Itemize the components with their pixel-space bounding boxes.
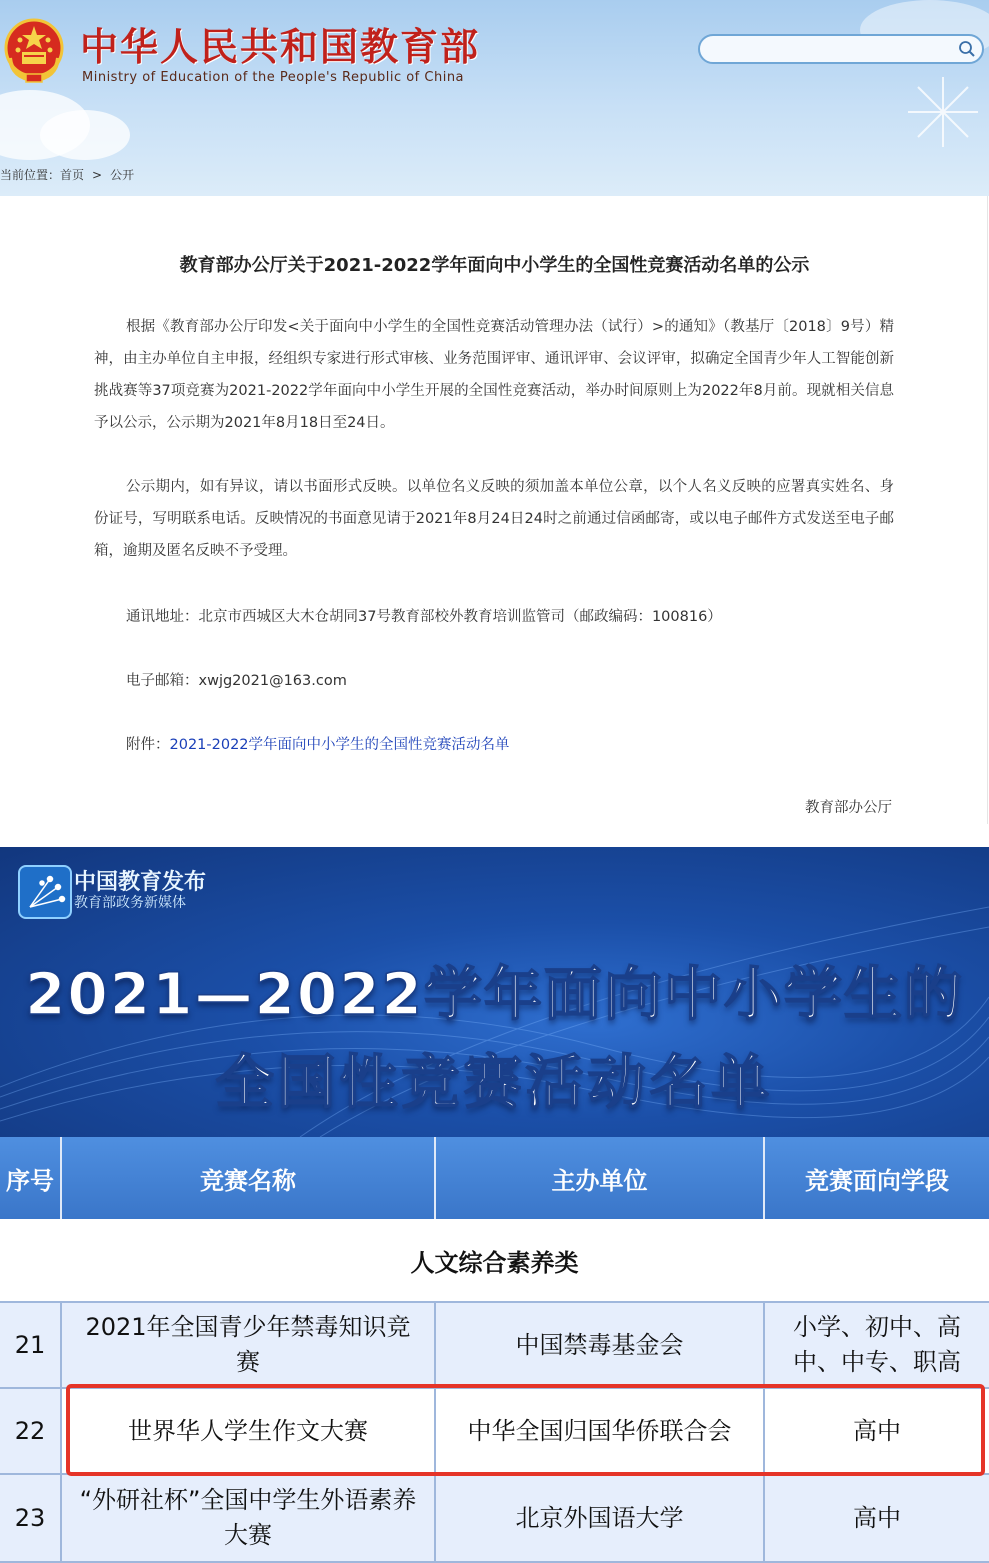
breadcrumb: [0, 166, 142, 183]
search-icon[interactable]: [958, 40, 976, 58]
article-title: 教育部办公厅关于2021-2022学年面向中小学生的全国性竞赛活动名单的公示: [179, 255, 810, 276]
logo-icon: [18, 865, 72, 919]
table-header: 竞赛名称: [62, 1137, 436, 1219]
mailing-address: 通讯地址：北京市西城区大木仓胡同37号教育部校外教育培训监管司（邮政编码：100816）: [126, 609, 722, 625]
article-signoff: 教育部办公厅: [805, 800, 892, 816]
national-emblem-icon[interactable]: [4, 18, 64, 84]
category-row: 人文综合素养类: [0, 1219, 989, 1303]
table-header: 竞赛面向学段: [765, 1137, 989, 1219]
table-cell-name: 2021年全国青少年禁毒知识竞赛: [62, 1303, 436, 1389]
table-cell-level: 小学、初中、高中、中专、职高: [765, 1303, 989, 1389]
breadcrumb-home[interactable]: 首页: [60, 168, 85, 182]
table-cell-level: 高中: [765, 1389, 989, 1475]
cloud-decoration: [40, 110, 130, 160]
site-title[interactable]: 中华人民共和国教育部: [80, 25, 481, 69]
table-cell-no: 23: [0, 1475, 62, 1563]
chevron-right-icon: >: [92, 168, 103, 182]
table-cell-organizer: 中国禁毒基金会: [436, 1303, 765, 1389]
article-paragraph: 根据《教育部办公厅印发<关于面向中小学生的全国性竞赛活动管理办法（试行）>的通知》（教基厅〔2018〕9号）精神，由主办单位自主申报，经组织专家进行形式审核、业务范围评审、通讯评审、会议评审，拟确定全国青少年人工智能创新挑战赛等37项竞赛为2021-2022学年面向中小学生开展的全国性竞赛活动，举办时间原则上为2022年8月前。现就相关信息予以公示，公示期为2021年8月18日至24日。: [94, 319, 894, 431]
table-cell-organizer: 中华全国归国华侨联合会: [436, 1389, 765, 1475]
attachment-link[interactable]: 2021-2022学年面向中小学生的全国性竞赛活动名单: [169, 737, 510, 753]
table-header: 主办单位: [436, 1137, 765, 1219]
logo-name: 中国教育发布: [74, 870, 207, 895]
highlight-box: [66, 1384, 985, 1476]
table-header: 序号: [0, 1137, 62, 1219]
snowflake-icon: [903, 72, 983, 152]
article-body: [0, 196, 988, 824]
attachment-label: 附件：: [126, 737, 170, 753]
table-cell-level: 高中: [765, 1475, 989, 1563]
table-cell-no: 21: [0, 1303, 62, 1389]
table-cell-name: “外研社杯”全国中学生外语素养大赛: [62, 1475, 436, 1563]
contact-email: 电子邮箱：xwjg2021@163.com: [126, 673, 347, 689]
attachment-line: [126, 733, 510, 754]
table-cell-no: 22: [0, 1389, 62, 1475]
list-banner: [0, 847, 989, 1137]
logo-subtitle: 教育部政务新媒体: [74, 895, 186, 911]
table-cell-organizer: 北京外国语大学: [436, 1475, 765, 1563]
banner-title-line2: 全国性竞赛活动名单: [215, 1048, 774, 1116]
search-input[interactable]: [698, 34, 984, 64]
site-subtitle: Ministry of Education of the People's Republic of China: [82, 70, 465, 85]
table-cell-name: 世界华人学生作文大赛: [62, 1389, 436, 1475]
article-paragraph: 公示期内，如有异议，请以书面形式反映。以单位名义反映的须加盖本单位公章，以个人名义反映的应署真实姓名、身份证号，写明联系电话。反映情况的书面意见请于2021年8月24日24时之前通过信函邮寄，或以电子邮件方式发送至电子邮箱，逾期及匿名反映不予受理。: [94, 479, 894, 559]
banner-title-line1: 2021—2022学年面向中小学生的: [25, 960, 964, 1028]
site-header: [0, 0, 989, 196]
competition-table: [0, 1137, 989, 1563]
breadcrumb-current[interactable]: 公开: [110, 168, 135, 182]
breadcrumb-prefix: 当前位置：: [0, 168, 61, 182]
